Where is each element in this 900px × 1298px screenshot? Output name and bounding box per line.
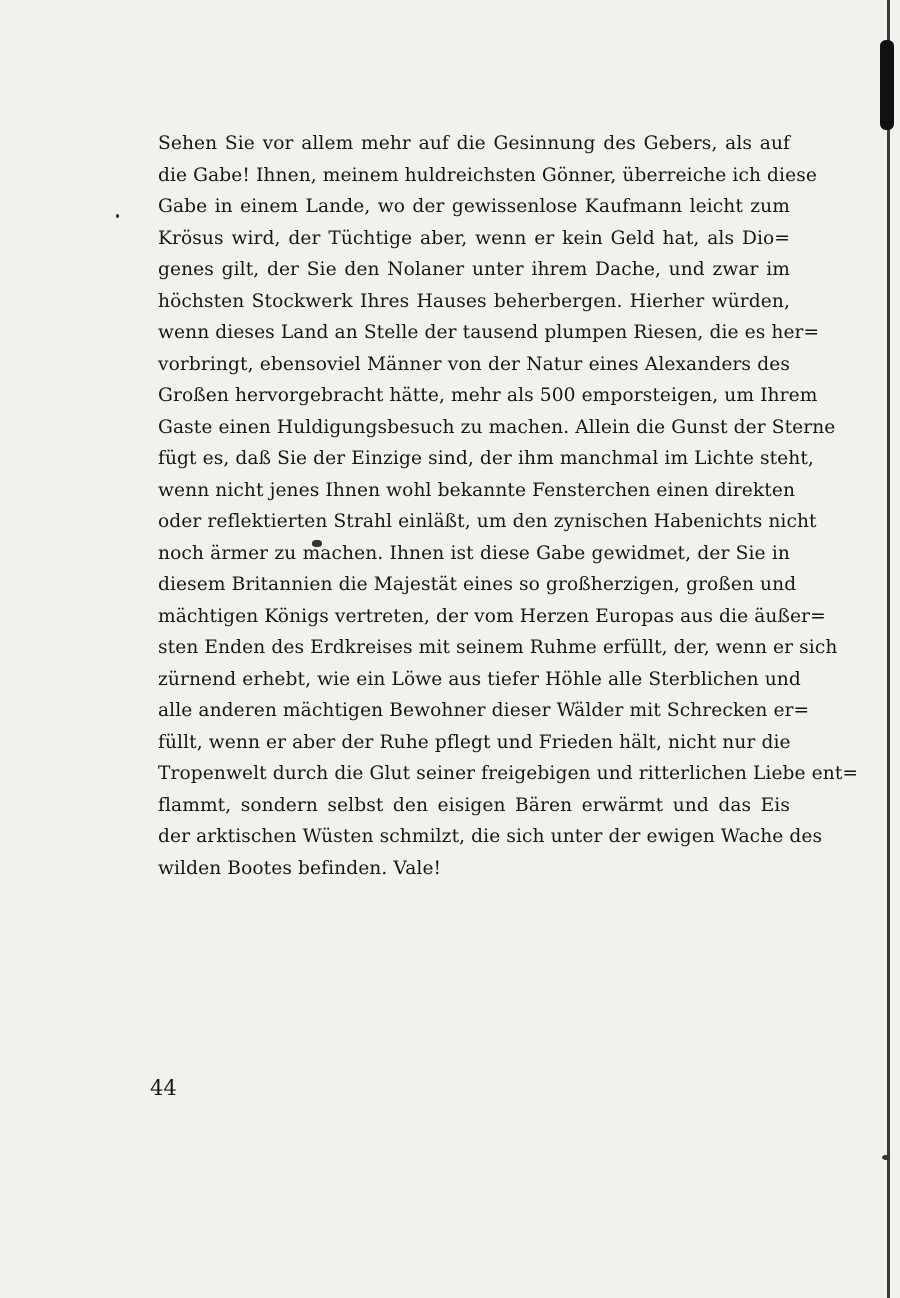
text-line: Tropenwelt durch die Glut seiner freigebigen und ritterlichen Liebe ent= [158, 763, 859, 784]
text-line: Gaste einen Huldigungsbesuch zu machen. Allein die Gunst der Sterne [158, 416, 836, 438]
text-line: sten Enden des Erdkreises mit seinem Ruhme erfüllt, der, wenn er sich [158, 637, 838, 658]
text-line: Krösus wird, der Tüchtige aber, wenn er kein Geld hat, als Dio= [158, 227, 790, 249]
text-line: der arktischen Wüsten schmilzt, die sich unter der ewigen Wache des [158, 826, 823, 847]
ink-speck [882, 1155, 890, 1160]
text-line: diesem Britannien die Majestät eines so großherzigen, großen und [158, 574, 797, 595]
text-line: oder reflektierten Strahl einläßt, um den zynischen Habenichts nicht [158, 511, 817, 532]
text-line: höchsten Stockwerk Ihres Hauses beherbergen. Hierher würden, [158, 290, 790, 312]
page-edge-line [887, 0, 890, 1298]
text-line: wenn nicht jenes Ihnen wohl bekannte Fensterchen einen direkten [158, 479, 796, 501]
text-line: vorbringt, ebensoviel Männer von der Natur eines Alexanders des [158, 353, 790, 375]
text-line: zürnend erhebt, wie ein Löwe aus tiefer Höhle alle Sterblichen und [158, 668, 801, 690]
text-line: flammt, sondern selbst den eisigen Bären erwärmt und das Eis [158, 794, 790, 816]
text-line: alle anderen mächtigen Bewohner dieser Wälder mit Schrecken er= [158, 700, 810, 721]
text-line: Sehen Sie vor allem mehr auf die Gesinnung des Gebers, als auf [158, 133, 790, 154]
page-edge-ink-blot [880, 40, 894, 130]
text-line: wenn dieses Land an Stelle der tausend plumpen Riesen, die es her= [158, 322, 820, 343]
text-line: Großen hervorgebracht hätte, mehr als 500 emporsteigen, um Ihrem [158, 385, 818, 406]
text-line: fügt es, daß Sie der Einzige sind, der ihm manchmal im Lichte steht, [158, 448, 814, 469]
text-line: mächtigen Königs vertreten, der vom Herzen Europas aus die äußer= [158, 605, 826, 627]
ink-speck [116, 214, 119, 218]
text-line: die Gabe! Ihnen, meinem huldreichsten Gönner, überreiche ich diese [158, 164, 817, 186]
text-line: wilden Bootes befinden. Vale! [158, 857, 442, 879]
page-number: 44 [150, 1076, 177, 1100]
text-line: füllt, wenn er aber der Ruhe pflegt und Frieden hält, nicht nur die [158, 731, 791, 753]
body-text [158, 128, 859, 884]
text-line: noch ärmer zu machen. Ihnen ist diese Gabe gewidmet, der Sie in [158, 542, 790, 564]
text-line: genes gilt, der Sie den Nolaner unter ihrem Dache, und zwar im [158, 259, 790, 280]
text-line: Gabe in einem Lande, wo der gewissenlose Kaufmann leicht zum [158, 196, 790, 217]
